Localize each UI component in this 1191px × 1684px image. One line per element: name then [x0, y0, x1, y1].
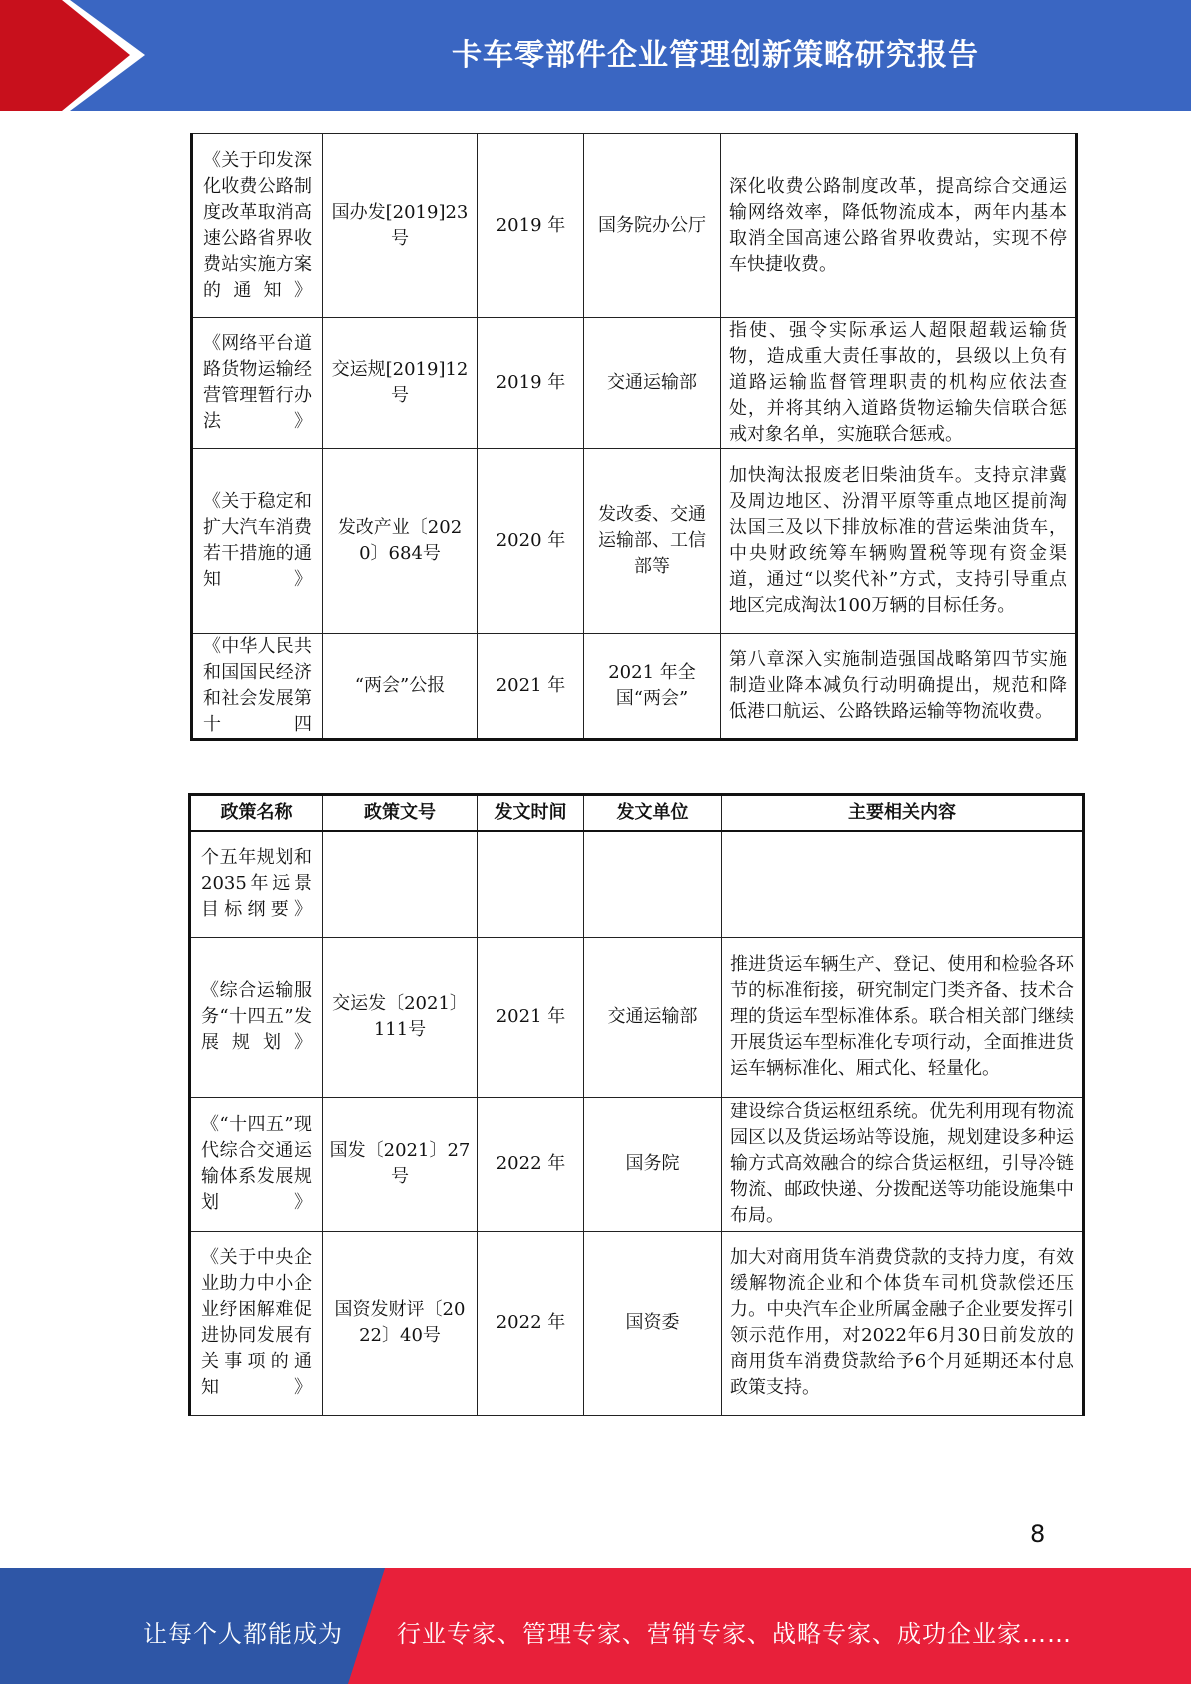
policy-name: 《关于印发深化收费公路制度改革取消高速公路省界收费站实施方案的通知》	[192, 134, 323, 318]
policy-year: 2022 年	[478, 1231, 584, 1415]
table-row	[192, 318, 1077, 449]
policy-name: 个五年规划和2035年远景目标纲要》	[190, 831, 323, 937]
header-issuer: 发文单位	[584, 795, 722, 832]
policy-issuer: 交通运输部	[584, 937, 722, 1097]
header-issue-date: 发文时间	[478, 795, 584, 832]
policy-issuer: 国务院	[584, 1097, 722, 1231]
page-number: 8	[1030, 1520, 1046, 1548]
header-policy-number: 政策文号	[323, 795, 478, 832]
policy-number: 交运规[2019]12号	[323, 318, 478, 449]
table-row	[190, 831, 1084, 937]
policy-issuer: 国务院办公厅	[584, 134, 721, 318]
policy-name: 《网络平台道路货物运输经营管理暂行办法》	[192, 318, 323, 449]
policy-content: 加大对商用货车消费贷款的支持力度，有效缓解物流企业和个体货车司机贷款偿还压力。中央汽车企业所属金融子企业要发挥引领示范作用，对2022年6月30日前发放的商用货车消费贷款给予6个月延期还本付息政策支持。	[722, 1231, 1084, 1415]
policy-issuer: 发改委、交通运输部、工信部等	[584, 449, 721, 634]
policy-content	[722, 831, 1084, 937]
policy-number: 发改产业〔2020〕684号	[323, 449, 478, 634]
policy-number	[323, 831, 478, 937]
table-row	[190, 937, 1084, 1097]
table-row	[192, 134, 1077, 318]
policy-name: 《关于中央企业助力中小企业纾困解难促进协同发展有关事项的通知》	[190, 1231, 323, 1415]
header-main-content: 主要相关内容	[722, 795, 1084, 832]
table-row	[192, 634, 1077, 740]
policy-content: 推进货运车辆生产、登记、使用和检验各环节的标准衔接，研究制定门类齐备、技术合理的货运车型标准体系。联合相关部门继续开展货运车型标准化专项行动，全面推进货运车辆标准化、厢式化、轻量化。	[722, 937, 1084, 1097]
footer-slogan-right: 行业专家、管理专家、营销专家、战略专家、成功企业家……	[397, 1620, 1072, 1648]
policy-number: 国办发[2019]23号	[323, 134, 478, 318]
policy-table	[188, 793, 1085, 1416]
policy-number: 交运发〔2021〕111号	[323, 937, 478, 1097]
policy-year: 2021 年	[478, 937, 584, 1097]
policy-issuer: 国资委	[584, 1231, 722, 1415]
report-title: 卡车零部件企业管理创新策略研究报告	[452, 38, 979, 73]
policy-year: 2019 年	[478, 134, 584, 318]
policy-content: 建设综合货运枢纽系统。优先利用现有物流园区以及货运场站等设施，规划建设多种运输方式高效融合的综合货运枢纽，引导冷链物流、邮政快递、分拨配送等功能设施集中布局。	[722, 1097, 1084, 1231]
table-row	[192, 449, 1077, 634]
policy-year: 2020 年	[478, 449, 584, 634]
policy-number: 国发〔2021〕27号	[323, 1097, 478, 1231]
policy-number: 国资发财评〔2022〕40号	[323, 1231, 478, 1415]
policy-issuer	[584, 831, 722, 937]
table-header-row	[190, 795, 1084, 832]
footer-slogan-left: 让每个人都能成为	[143, 1620, 343, 1648]
policy-name: 《中华人民共和国国民经济和社会发展第十四	[192, 634, 323, 740]
policy-name: 《“十四五”现代综合交通运输体系发展规划》	[190, 1097, 323, 1231]
header-policy-name: 政策名称	[190, 795, 323, 832]
policy-year: 2021 年	[478, 634, 584, 740]
policy-content: 加快淘汰报废老旧柴油货车。支持京津冀及周边地区、汾渭平原等重点地区提前淘汰国三及以下排放标准的营运柴油货车，中央财政统筹车辆购置税等现有资金渠道，通过“以奖代补”方式，支持引导重点地区完成淘汰100万辆的目标任务。	[721, 449, 1077, 634]
policy-content: 深化收费公路制度改革，提高综合交通运输网络效率，降低物流成本，两年内基本取消全国高速公路省界收费站，实现不停车快捷收费。	[721, 134, 1077, 318]
policy-issuer: 交通运输部	[584, 318, 721, 449]
policy-year	[478, 831, 584, 937]
policy-year: 2022 年	[478, 1097, 584, 1231]
table-row	[190, 1097, 1084, 1231]
policy-name: 《综合运输服务“十四五”发展规划》	[190, 937, 323, 1097]
policy-year: 2019 年	[478, 318, 584, 449]
table-row	[190, 1231, 1084, 1415]
policy-table-continued	[190, 133, 1078, 741]
policy-issuer: 2021 年全国“两会”	[584, 634, 721, 740]
page-footer	[0, 1568, 1191, 1684]
page-header	[0, 0, 1191, 111]
policy-number: “两会”公报	[323, 634, 478, 740]
policy-content: 指使、强令实际承运人超限超载运输货物，造成重大责任事故的，县级以上负有道路运输监督管理职责的机构应依法查处，并将其纳入道路货物运输失信联合惩戒对象名单，实施联合惩戒。	[721, 318, 1077, 449]
policy-content: 第八章深入实施制造强国战略第四节实施制造业降本减负行动明确提出，规范和降低港口航运、公路铁路运输等物流收费。	[721, 634, 1077, 740]
policy-name: 《关于稳定和扩大汽车消费若干措施的通知》	[192, 449, 323, 634]
header-arrow-decoration	[0, 0, 160, 111]
